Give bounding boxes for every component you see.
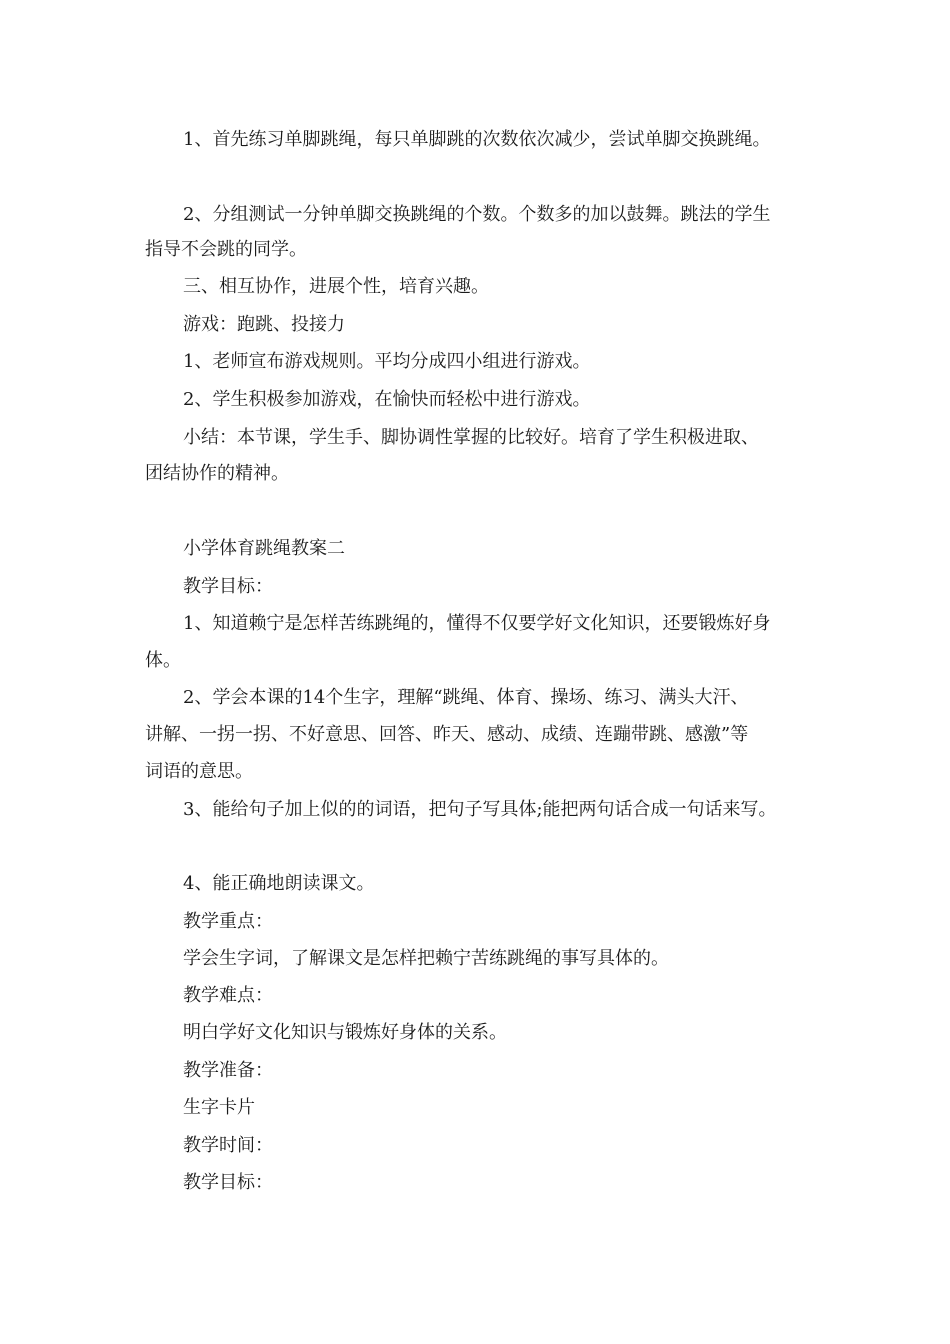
paragraph-line: 学会生字词，了解课文是怎样把赖宁苦练跳绳的事写具体的。 <box>183 948 669 969</box>
paragraph-line: 小结：本节课，学生手、脚协调性掌握的比较好。培育了学生积极进取、 <box>183 427 759 448</box>
paragraph-line: 2、学会本课的14个生字，理解“跳绳、体育、操场、练习、满头大汗、 <box>183 687 749 708</box>
paragraph-line: 游戏：跑跳、投接力 <box>183 314 345 335</box>
paragraph-line: 1、首先练习单脚跳绳，每只单脚跳的次数依次减少，尝试单脚交换跳绳。 <box>183 129 771 150</box>
section-heading: 小学体育跳绳教案二 <box>183 538 345 559</box>
paragraph-line: 讲解、一拐一拐、不好意思、回答、昨天、感动、成绩、连蹦带跳、感激”等 <box>145 724 749 745</box>
paragraph-line: 教学目标： <box>183 576 273 597</box>
paragraph-line: 词语的意思。 <box>145 761 253 782</box>
paragraph-line: 2、分组测试一分钟单脚交换跳绳的个数。个数多的加以鼓舞。跳法的学生 <box>183 204 771 225</box>
paragraph-line: 1、知道赖宁是怎样苦练跳绳的，懂得不仅要学好文化知识，还要锻炼好身 <box>183 613 771 634</box>
paragraph-line: 教学难点： <box>183 985 273 1006</box>
paragraph-line: 明白学好文化知识与锻炼好身体的关系。 <box>183 1022 507 1043</box>
paragraph-line: 体。 <box>145 650 181 671</box>
paragraph-line: 教学目标： <box>183 1172 273 1193</box>
paragraph-line: 三、相互协作，进展个性，培育兴趣。 <box>183 276 489 297</box>
paragraph-line: 4、能正确地朗读课文。 <box>183 873 375 894</box>
paragraph-line: 2、学生积极参加游戏，在愉快而轻松中进行游戏。 <box>183 389 591 410</box>
paragraph-line: 指导不会跳的同学。 <box>145 239 307 260</box>
paragraph-line: 教学准备： <box>183 1060 273 1081</box>
paragraph-line: 团结协作的精神。 <box>145 463 289 484</box>
paragraph-line: 3、能给句子加上似的的词语，把句子写具体;能把两句话合成一句话来写。 <box>183 799 777 820</box>
paragraph-line: 教学重点： <box>183 911 273 932</box>
paragraph-line: 教学时间： <box>183 1135 273 1156</box>
paragraph-line: 生字卡片 <box>183 1097 255 1118</box>
paragraph-line: 1、老师宣布游戏规则。平均分成四小组进行游戏。 <box>183 351 591 372</box>
